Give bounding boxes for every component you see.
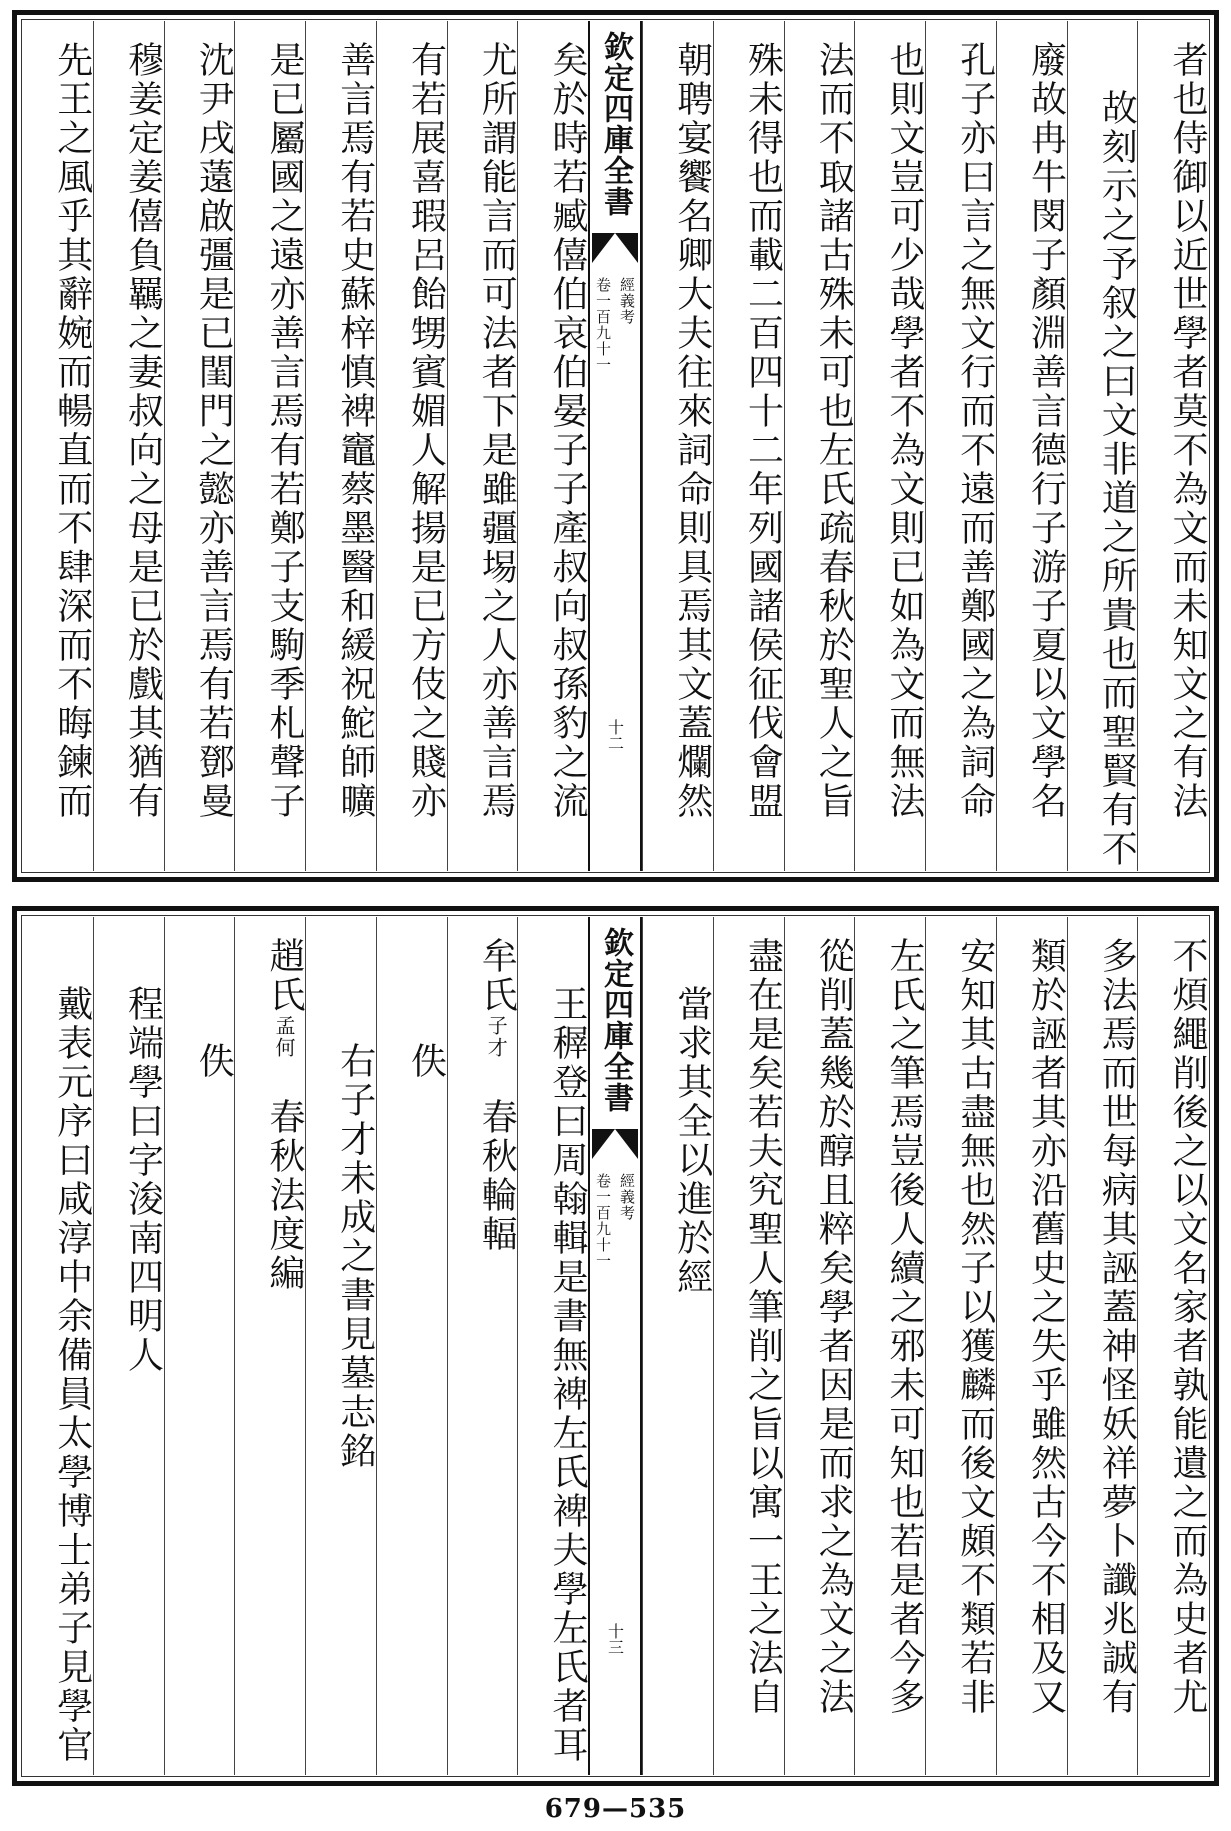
text-column: 殊未得也而載二百四十二年列國諸侯征伐會盟 [713,21,784,871]
text-column: 有若展喜瑕呂飴甥賓媚人解揚是已方伎之賤亦 [376,21,447,871]
text-column [305,917,376,1775]
page-reference: 679—535 [544,1794,687,1824]
status-column [164,917,235,1775]
preface-dai: 戴表元序曰咸淳中余備員太學博士弟子見學官 [51,985,93,1765]
center-fold [588,917,642,1775]
lost-status: 佚 [405,1042,447,1081]
center-fold [588,21,642,871]
text-column: 從削蓋幾於醇且粹矣學者因是而求之為文之法 [784,917,855,1775]
text-column [1067,21,1138,871]
fold-book-name [591,1173,639,1269]
text-column: 先王之風乎其辭婉而暢直而不肆深而不晦鍊而 [51,41,93,821]
entry-author-note: 孟何 [272,1015,296,1059]
text-column: 善言焉有若史蘇梓慎裨竈蔡墨醫和緩祝鮀師曠 [305,21,376,871]
bottom-page-panel [12,906,1219,1786]
text-column: 矣於時若臧僖伯哀伯晏子子產叔向叔孫豹之流 [517,21,588,871]
entry-title: 春秋輪輻 [476,1098,518,1254]
text-column: 安知其古盡無也然子以獲麟而後文頗不類若非 [925,917,996,1775]
fold-volume: 卷一百九十一 [594,1173,612,1269]
entry-heading [447,917,518,1775]
text-column: 盡在是矣若夫究聖人筆削之旨以寓一王之法自 [713,917,784,1775]
text-column: 多法焉而世每病其誣蓋神怪妖祥夢卜讖兆誠有 [1067,917,1138,1775]
fold-volume: 卷一百九十一 [594,277,612,373]
lost-status: 佚 [193,1042,235,1081]
text-column: 類於誣者其亦沿舊史之失乎雖然古今不相及又 [996,917,1067,1775]
text-column: 尤所謂能言而可法者下是雖疆埸之人亦善言焉 [447,21,518,871]
fold-book-title: 經義考 [618,277,636,325]
bottom-columns [23,917,1208,1775]
entry-author: 趙氏 [264,937,305,1015]
text-column [23,917,93,1775]
text-column-body: 故刻示之予叙之曰文非道之所貴也而聖賢有不 [1096,89,1138,869]
entry-author-note: 子才 [484,1015,509,1059]
text-column: 穆姜定姜僖負羈之妻叔向之母是已於戲其猶有 [93,21,164,871]
top-columns [23,21,1208,871]
text-column: 是已屬國之遠亦善言焉有若鄭子支駒季札聲子 [234,21,305,871]
fold-page-number: 十二 [605,719,625,751]
note-text: 右子才未成之書見墓志銘 [334,1042,376,1471]
text-column [642,917,713,1775]
entry-heading [234,917,305,1775]
quote-wang: 王稺登曰周翰輯是書無裨左氏裨夫學左氏者耳 [547,985,588,1765]
text-column: 者也侍御以近世學者莫不為文而未知文之有法 [1137,21,1208,871]
entry-heading-cheng: 程端學曰字浚南四明人 [122,985,164,1375]
text-column: 孔子亦曰言之無文行而不遠而善鄭國之為詞命 [925,21,996,871]
text-column: 不煩繩削後之以文名家者孰能遺之而為史者尤 [1137,917,1208,1775]
fold-book-name [591,277,639,373]
text-column: 朝聘宴饗名卿大夫往來詞命則具焉其文蓋爛然 [642,21,713,871]
text-column: 也則文豈可少哉學者不為文則已如為文而無法 [854,21,925,871]
fold-book-title: 經義考 [618,1173,636,1221]
fish-tail-mark [592,1129,638,1159]
text-column: 沈尹戌薳啟彊是已閨門之懿亦善言焉有若鄧曼 [164,21,235,871]
text-column [93,917,164,1775]
text-column: 廢故冉牛閔子顏淵善言德行子游子夏以文學名 [996,21,1067,871]
fold-title: 欽定四庫全書 [598,927,633,1113]
status-column [376,917,447,1775]
fold-page-number: 十三 [605,1623,625,1655]
entry-author: 牟氏 [476,937,518,1015]
text-column: 左氏之筆焉豈後人續之邪未可知也若是者今多 [854,917,925,1775]
text-column [517,917,588,1775]
top-page-panel [12,10,1219,882]
text-column-body: 當求其全以進於經 [671,985,713,1297]
entry-title: 春秋法度編 [264,1098,305,1293]
fold-title: 欽定四庫全書 [598,31,633,217]
fish-tail-mark [592,233,638,263]
text-column: 法而不取諸古殊未可也左氏疏春秋於聖人之旨 [784,21,855,871]
